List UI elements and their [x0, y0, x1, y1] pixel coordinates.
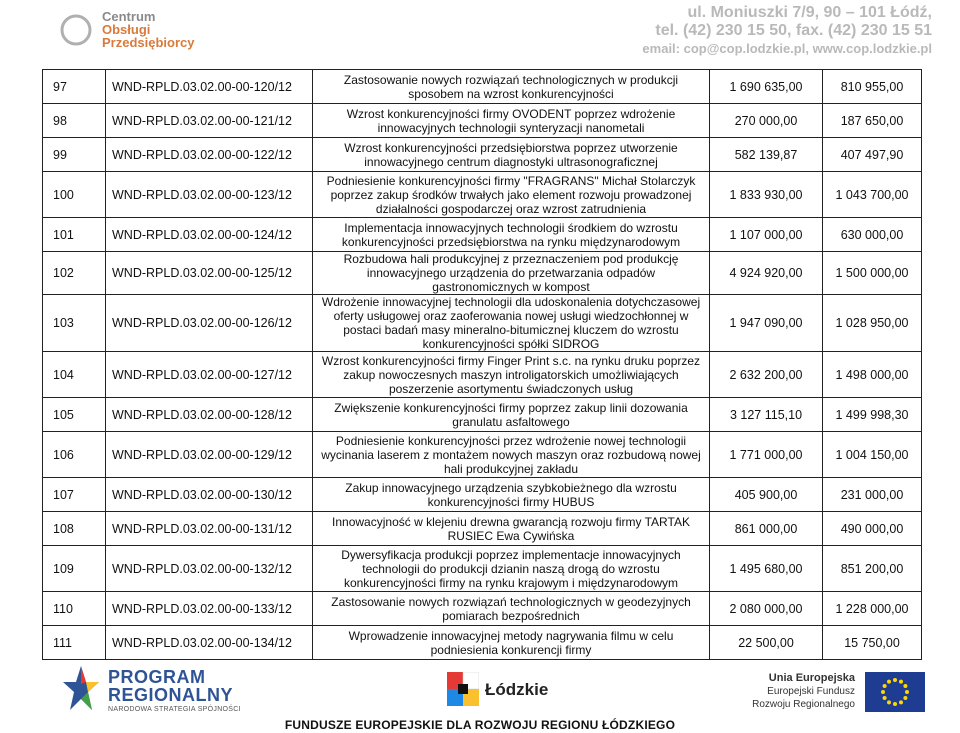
table-row: [43, 295, 922, 352]
program-line-3: NARODOWA STRATEGIA SPÓJNOŚCI: [108, 706, 241, 713]
contact-phone: tel. (42) 230 15 50, fax. (42) 230 15 51: [655, 22, 932, 39]
cop-logo: [46, 2, 196, 58]
grant-value-cell: 1 228 000,00: [823, 592, 922, 626]
row-number-cell: 98: [43, 104, 106, 138]
application-code-cell: WND-RPLD.03.02.00-00-129/12: [106, 432, 313, 478]
row-number-cell: 111: [43, 626, 106, 660]
contact-info: [642, 4, 932, 57]
application-code-cell: WND-RPLD.03.02.00-00-130/12: [106, 478, 313, 512]
cop-logo-mark-icon: [46, 4, 94, 56]
total-value-cell: 2 080 000,00: [710, 592, 823, 626]
table-row: [43, 104, 922, 138]
total-value-cell: 1 495 680,00: [710, 546, 823, 592]
grant-value-cell: 1 500 000,00: [823, 252, 922, 295]
total-value-cell: 270 000,00: [710, 104, 823, 138]
project-title-cell: Zwiększenie konkurencyjności firmy poprzez zakup linii dozowania granulatu asfaltowego: [313, 398, 710, 432]
project-title-cell: Wzrost konkurencyjności przedsiębiorstwa poprzez utworzenie innowacyjnego centrum diagnostyki ultrasonograficznej: [313, 138, 710, 172]
table-row: [43, 478, 922, 512]
program-star-icon: [62, 664, 100, 714]
grant-value-cell: 1 043 700,00: [823, 172, 922, 218]
grant-value-cell: 490 000,00: [823, 512, 922, 546]
total-value-cell: 1 947 090,00: [710, 295, 823, 352]
page-header: [0, 0, 960, 64]
total-value-cell: 3 127 115,10: [710, 398, 823, 432]
table-row: [43, 432, 922, 478]
total-value-cell: 861 000,00: [710, 512, 823, 546]
table-row: [43, 252, 922, 295]
project-title-cell: Rozbudowa hali produkcyjnej z przeznaczeniem pod produkcję innowacyjnego urządzenia do przetwarzania odpadów gastronomicznych w kompost: [313, 252, 710, 295]
application-code-cell: WND-RPLD.03.02.00-00-122/12: [106, 138, 313, 172]
program-line-1: PROGRAM: [108, 667, 206, 687]
row-number-cell: 104: [43, 352, 106, 398]
project-title-cell: Wzrost konkurencyjności firmy OVODENT poprzez wdrożenie innowacyjnych technologii synteryzacji nanometali: [313, 104, 710, 138]
contact-address: ul. Moniuszki 7/9, 90 – 101 Łódź,: [687, 4, 932, 21]
grant-value-cell: 810 955,00: [823, 70, 922, 104]
application-code-cell: WND-RPLD.03.02.00-00-133/12: [106, 592, 313, 626]
logo-line-3: Przedsiębiorcy: [102, 35, 195, 50]
grant-value-cell: 1 028 950,00: [823, 295, 922, 352]
logo-line-1: Centrum: [102, 9, 156, 24]
total-value-cell: 4 924 920,00: [710, 252, 823, 295]
eu-flag-icon: [865, 672, 925, 712]
application-code-cell: WND-RPLD.03.02.00-00-125/12: [106, 252, 313, 295]
total-value-cell: 1 833 930,00: [710, 172, 823, 218]
total-value-cell: 1 107 000,00: [710, 218, 823, 252]
project-title-cell: Podniesienie konkurencyjności firmy "FRAGRANS" Michał Stolarczyk poprzez zakup środków trwałych jako element rozwoju prowadzonej działalności gospodarczej oraz wzrost zatrudnienia: [313, 172, 710, 218]
project-title-cell: Zastosowanie nowych rozwiązań technologicznych w produkcji sposobem na wzrost konkurencyjności: [313, 70, 710, 104]
project-title-cell: Wdrożenie innowacyjnej technologii dla udoskonalenia dotychczasowej oferty usługowej oraz zaoferowania nowej usługi wiedzochłonnej w postaci badań masy mineralno-bitumicznej kluczem do wzrostu konkurencyjności spółki SIDROG: [313, 295, 710, 352]
table-row: [43, 352, 922, 398]
table-row: [43, 138, 922, 172]
project-title-cell: Podniesienie konkurencyjności przez wdrożenie nowej technologii wycinania laserem z montażem nowych maszyn oraz rozbudową nowej hali produkcyjnej zakładu: [313, 432, 710, 478]
application-code-cell: WND-RPLD.03.02.00-00-121/12: [106, 104, 313, 138]
application-code-cell: WND-RPLD.03.02.00-00-132/12: [106, 546, 313, 592]
application-code-cell: WND-RPLD.03.02.00-00-126/12: [106, 295, 313, 352]
eu-fund-logo: [745, 670, 935, 720]
project-title-cell: Wprowadzenie innowacyjnej metody nagrywania filmu w celu podniesienia konkurencji firmy: [313, 626, 710, 660]
application-code-cell: WND-RPLD.03.02.00-00-120/12: [106, 70, 313, 104]
funds-caption: FUNDUSZE EUROPEJSKIE DLA ROZWOJU REGIONU ŁÓDZKIEGO: [284, 718, 676, 732]
eu-line-3: Rozwoju Regionalnego: [752, 699, 855, 710]
row-number-cell: 110: [43, 592, 106, 626]
table-row: [43, 70, 922, 104]
table-row: [43, 592, 922, 626]
logo-line-2: Obsługi: [102, 22, 151, 37]
lodzkie-label: Łódzkie: [485, 680, 549, 699]
total-value-cell: 582 139,87: [710, 138, 823, 172]
project-title-cell: Implementacja innowacyjnych technologii środkiem do wzrostu konkurencyjności przedsiębiorstwa na rynku międzynarodowym: [313, 218, 710, 252]
grant-value-cell: 630 000,00: [823, 218, 922, 252]
grant-value-cell: 407 497,90: [823, 138, 922, 172]
lodzkie-logo: [447, 672, 557, 706]
application-code-cell: WND-RPLD.03.02.00-00-134/12: [106, 626, 313, 660]
table-row: [43, 218, 922, 252]
grant-value-cell: 1 004 150,00: [823, 432, 922, 478]
total-value-cell: 405 900,00: [710, 478, 823, 512]
table-row: [43, 512, 922, 546]
row-number-cell: 97: [43, 70, 106, 104]
project-title-cell: Innowacyjność w klejeniu drewna gwarancją rozwoju firmy TARTAK RUSIEC Ewa Cywińska: [313, 512, 710, 546]
application-code-cell: WND-RPLD.03.02.00-00-124/12: [106, 218, 313, 252]
row-number-cell: 105: [43, 398, 106, 432]
total-value-cell: 1 690 635,00: [710, 70, 823, 104]
page-footer: [0, 652, 960, 733]
eu-line-1: Unia Europejska: [768, 672, 855, 684]
project-title-cell: Zakup innowacyjnego urządzenia szybkobieżnego dla wzrostu konkurencyjności firmy HUBUS: [313, 478, 710, 512]
total-value-cell: 2 632 200,00: [710, 352, 823, 398]
program-regionalny-logo: [62, 664, 272, 718]
row-number-cell: 103: [43, 295, 106, 352]
application-code-cell: WND-RPLD.03.02.00-00-123/12: [106, 172, 313, 218]
projects-table: [42, 69, 922, 660]
application-code-cell: WND-RPLD.03.02.00-00-128/12: [106, 398, 313, 432]
grant-value-cell: 1 499 998,30: [823, 398, 922, 432]
grant-value-cell: 187 650,00: [823, 104, 922, 138]
row-number-cell: 102: [43, 252, 106, 295]
row-number-cell: 101: [43, 218, 106, 252]
grant-value-cell: 1 498 000,00: [823, 352, 922, 398]
lodzkie-mark-icon: [447, 672, 479, 706]
row-number-cell: 109: [43, 546, 106, 592]
row-number-cell: 106: [43, 432, 106, 478]
row-number-cell: 108: [43, 512, 106, 546]
table-row: [43, 398, 922, 432]
total-value-cell: 22 500,00: [710, 626, 823, 660]
table-row: [43, 546, 922, 592]
total-value-cell: 1 771 000,00: [710, 432, 823, 478]
program-line-2: REGIONALNY: [108, 685, 234, 705]
grant-value-cell: 15 750,00: [823, 626, 922, 660]
row-number-cell: 107: [43, 478, 106, 512]
projects-table-body: [43, 70, 922, 660]
project-title-cell: Zastosowanie nowych rozwiązań technologicznych w geodezyjnych pomiarach bezpośrednich: [313, 592, 710, 626]
row-number-cell: 99: [43, 138, 106, 172]
eu-line-2: Europejski Fundusz: [767, 686, 855, 697]
application-code-cell: WND-RPLD.03.02.00-00-127/12: [106, 352, 313, 398]
grant-value-cell: 231 000,00: [823, 478, 922, 512]
contact-email: email: cop@cop.lodzkie.pl, www.cop.lodzkie.pl: [642, 41, 932, 56]
application-code-cell: WND-RPLD.03.02.00-00-131/12: [106, 512, 313, 546]
grant-value-cell: 851 200,00: [823, 546, 922, 592]
project-title-cell: Wzrost konkurencyjności firmy Finger Print s.c. na rynku druku poprzez zakup nowoczesnych maszyn introligatorskich umożliwiających poszerzenie asortymentu świadczonych usług: [313, 352, 710, 398]
row-number-cell: 100: [43, 172, 106, 218]
project-title-cell: Dywersyfikacja produkcji poprzez implementacje innowacyjnych technologii do produkcji dzianin naszą drogą do wzrostu konkurencyjności firmy na rynku krajowym i międzynarodowym: [313, 546, 710, 592]
table-row: [43, 172, 922, 218]
